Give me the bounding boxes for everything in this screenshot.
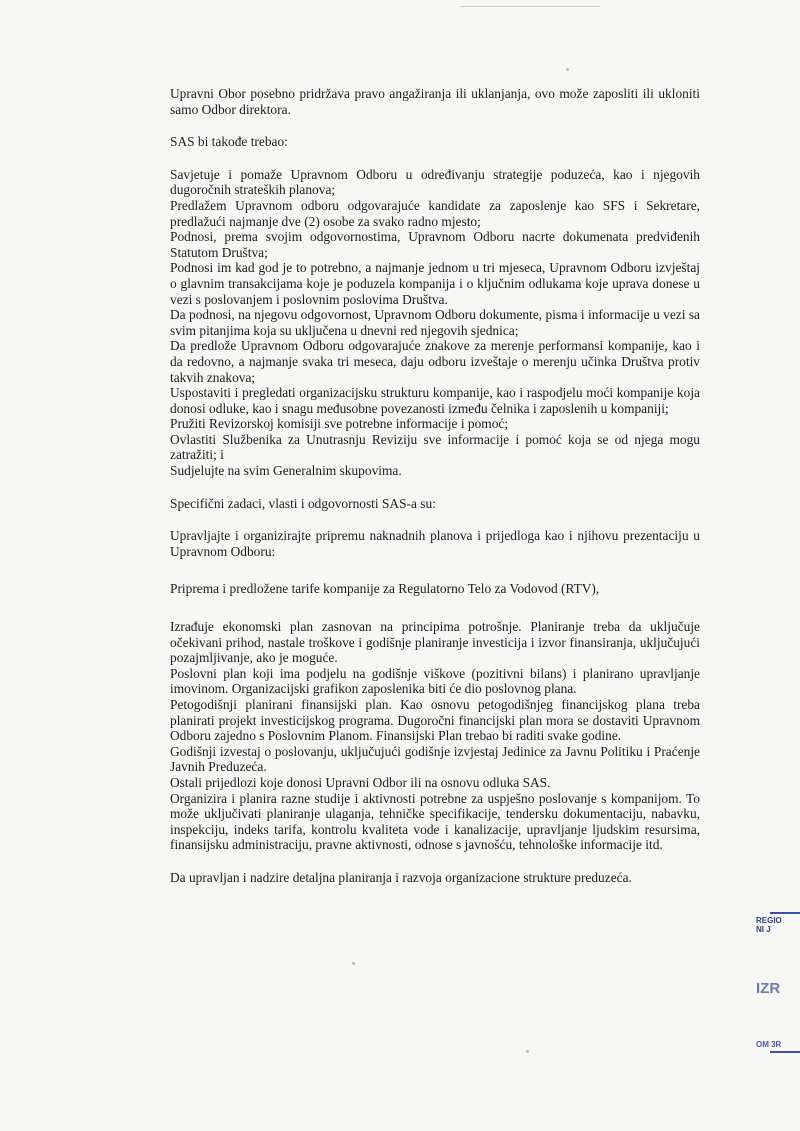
scan-edge-line: [460, 6, 600, 7]
task-item: Godišnji izvestaj o poslovanju, uključujući godišnje izvjestaj Jedinice za Javnu Politiku i Praćenje Javnih Preduzeća.: [170, 743, 700, 775]
duty-item: Podnosi, prema svojim odgovornostima, Upravnom Odboru nacrte dokumenata predviđenih Statutom Društva;: [170, 229, 700, 260]
tariff-paragraph: Priprema i predložene tarife kompanije za Regulatorno Telo za Vodovod (RTV),: [170, 581, 600, 597]
duty-item: Podnosi im kad god je to potrebno, a najmanje jednom u tri mjeseca, Upravnom Odboru izvještaj o glavnim transakcijama koje je poduzela kompanija i o ključnim odlukama koje uprava donese u vezi s poslovanjem i poslovnim poslovima Društva.: [170, 260, 700, 307]
document-body: [170, 86, 700, 886]
sas-heading: SAS bi takođe trebao:: [170, 134, 288, 150]
stamp-fragment-top: [756, 910, 800, 934]
task-item: Ostali prijedlozi koje donosi Upravni Odbor ili na osnovu odluka SAS.: [170, 774, 551, 790]
stamp-fragment-middle: [756, 980, 800, 997]
stamp-text: OM 3R: [756, 1040, 782, 1049]
duty-item: Da predlože Upravnom Odboru odgovarajuće znakove za merenje performansi kompanije, kao i da redovno, a najmanje svaka tri meseca, daju odboru izveštaje o merenju učinka Društva protiv takvih znakova;: [170, 338, 700, 385]
scan-speck: [566, 68, 569, 71]
duty-item: Pružiti Revizorskoj komisiji sve potrebne informacije i pomoć;: [170, 416, 509, 432]
manage-paragraph: Upravljajte i organizirajte pripremu naknadnih planova i prijedloga kao i njihovu prezentaciju u Upravnom Odboru:: [170, 528, 700, 559]
stamp-text: REGIO: [756, 916, 782, 925]
duty-item: Predlažem Upravnom odboru odgovarajuće kandidate za zaposlenje kao SFS i Sekretare, predlažući najmanje dve (2) osobe za svako radno mjesto;: [170, 197, 700, 229]
duty-item: Sudjelujte na svim Generalnim skupovima.: [170, 463, 402, 479]
duty-item: Ovlastiti Službenika za Unutrasnju Reviziju sve informacije i pomoć koja se od njega mogu zatražiti; i: [170, 431, 700, 463]
duty-item: Uspostaviti i pregledati organizacijsku strukturu kompanije, kao i raspodjelu moći kompanije koja donosi odluke, kao i snagu međusobne povezanosti između čelnika i zaposlenih u kompaniji;: [170, 385, 700, 416]
duty-item: Savjetuje i pomaže Upravnom Odboru u određivanju strategije poduzeća, kao i njegovih dugoročnih strateških planova;: [170, 166, 700, 198]
scan-speck: [352, 962, 355, 965]
final-paragraph: Da upravljan i nadzire detaljna planiranja i razvoja organizacione strukture preduzeća.: [170, 869, 632, 885]
stamp-fragment-bottom: [756, 1040, 800, 1055]
task-item: Organizira i planira razne studije i aktivnosti potrebne za uspješno poslovanje s kompanijom. To može uključivati planiranje ulaganja, tehničke specifikacije, tendersku dokumentaciju, nabavku, inspekciju, indeks tarifa, kontrolu kvaliteta vode i kanalizacije, upravljanje ljudskim resursima, finansijsku administraciju, pravne aktivnosti, odnose s javnošću, tehnološke informacije itd.: [170, 790, 700, 853]
specific-heading: Specifični zadaci, vlasti i odgovornosti SAS-a su:: [170, 495, 436, 511]
task-item: Petogodišnji planirani finansijski plan. Kao osnovu petogodišnjeg financijskog plana treba planirati projekt investicijskog programa. Dugoročni financijski plan mora se dostaviti Upravnom Odboru zajedno s Poslovnim Planom. Finansijski Plan trebao bi raditi svake godine.: [170, 697, 700, 744]
stamp-text: IZR: [756, 980, 781, 997]
task-item: Poslovni plan koji ima podjelu na godišnje viškove (pozitivni bilans) i planirano upravljanje imovinom. Organizacijski grafikon zaposlenika biti će dio poslovnog plana.: [170, 665, 700, 697]
stamp-text: NI J: [756, 925, 771, 934]
intro-paragraph: Upravni Obor posebno pridržava pravo angažiranja ili uklanjanja, ovo može zaposliti ili ukloniti samo Odbor direktora.: [170, 86, 700, 117]
duty-item: Da podnosi, na njegovu odgovornost, Upravnom Odboru dokumente, pisma i informacije u vezi sa svim pitanjima koja su uključena u dnevni red njegovih sjednica;: [170, 307, 700, 338]
task-item: Izrađuje ekonomski plan zasnovan na principima potrošnje. Planiranje treba da uključuje očekivani prihod, nastale troškove i godišnje planiranje investicija i izvor finansiranja, uključujući pozajmljivanje, ako je moguće.: [170, 619, 700, 666]
scan-speck: [526, 1050, 529, 1053]
